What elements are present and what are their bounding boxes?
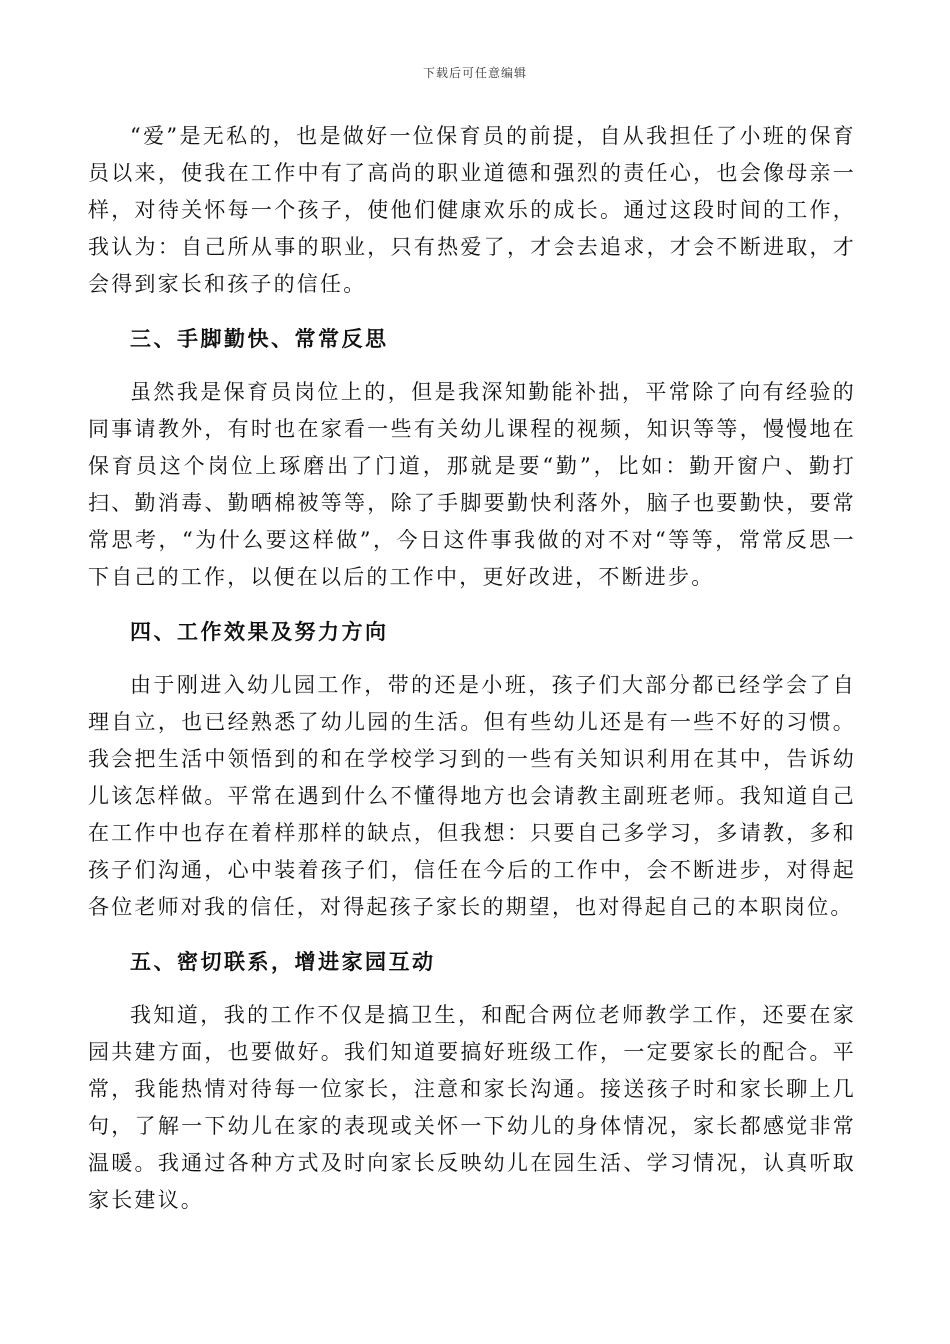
section-heading-3: 三、手脚勤快、常常反思 [130,326,389,351]
paragraph-diligence: 虽然我是保育员岗位上的，但是我深知勤能补拙，平常除了向有经验的同事请教外，有时也在家看一些有关幼儿课程的视频，知识等等，慢慢地在保育员这个岗位上琢磨出了门道，那就是要“勤”，比如：勤开窗户、勤打扫、勤消毒、勤晒棉被等等，除了手脚要勤快利落外，脑子也要勤快，要常常思考，“为什么要这样做”，今日这件事我做的对不对“等等，常常反思一下自己的工作，以便在以后的工作中，更好改进，不断进步。 [88,380,856,589]
section-heading-5: 五、密切联系，增进家园互动 [130,949,436,974]
document-body [88,118,856,1219]
paragraph-love: “爱”是无私的，也是做好一位保育员的前提，自从我担任了小班的保育员以来，使我在工作中有了高尚的职业道德和强烈的责任心，也会像母亲一样，对待关怀每一个孩子，使他们健康欢乐的成长。通过这段时间的工作，我认为：自己所从事的职业，只有热爱了，才会去追求，才会不断进取，才会得到家长和孩子的信任。 [88,124,856,296]
paragraph-results: 由于刚进入幼儿园工作，带的还是小班，孩子们大部分都已经学会了自理自立，也已经熟悉了幼儿园的生活。但有些幼儿还是有一些不好的习惯。我会把生活中领悟到的和在学校学习到的一些有关知识利用在其中，告诉幼儿该怎样做。平常在遇到什么不懂得地方也会请教主副班老师。我知道自己在工作中也存在着样那样的缺点，但我想：只要自己多学习，多请教，多和孩子们沟通，心中装着孩子们，信任在今后的工作中，会不断进步，对得起各位老师对我的信任，对得起孩子家长的期望，也对得起自己的本职岗位。 [88,673,856,919]
section-heading-4: 四、工作效果及努力方向 [130,619,389,644]
page-header: 下载后可任意编辑 [422,66,527,80]
paragraph-home-school: 我知道，我的工作不仅是搞卫生，和配合两位老师教学工作，还要在家园共建方面，也要做好。我们知道要搞好班级工作，一定要家长的配合。平常，我能热情对待每一位家长，注意和家长沟通。接送孩子时和家长聊上几句，了解一下幼儿在家的表现或关怀一下幼儿的身体情况，家长都感觉非常温暖。我通过各种方式及时向家长反映幼儿在园生活、学习情况，认真听取家长建议。 [88,1003,856,1212]
